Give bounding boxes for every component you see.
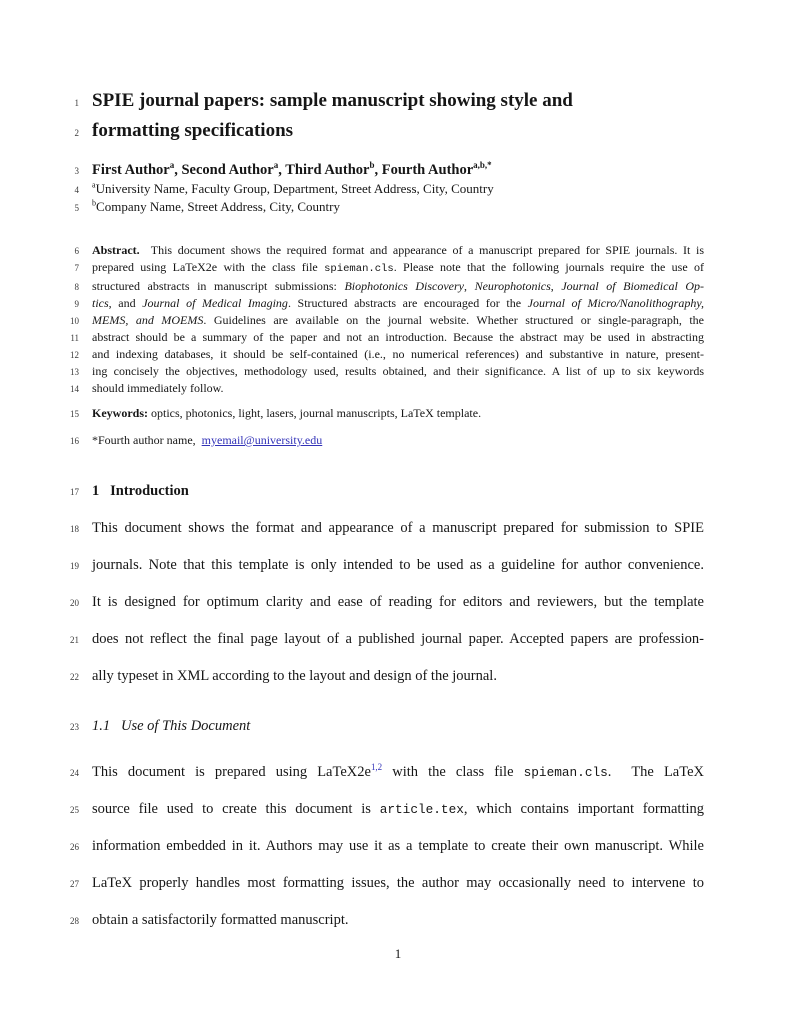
text-segment: abstract should be a summary of the paper and not an introduction. Because the abstract may be used in abstracting <box>92 330 704 344</box>
line-content <box>92 242 704 259</box>
line-content <box>92 86 704 116</box>
doc-line <box>60 716 794 736</box>
line-number: 28 <box>70 916 79 926</box>
line-content <box>92 828 704 865</box>
text-segment: and indexing databases, it should be self-contained (i.e., no numerical references) and substantive in nature, present- <box>92 347 704 361</box>
line-content <box>92 329 704 346</box>
doc-line <box>60 621 794 658</box>
line-number: 23 <box>70 722 79 732</box>
line-content <box>92 346 704 363</box>
text-segment: ally typeset in XML according to the layout and design of the journal. <box>92 668 497 684</box>
text-segment: , <box>464 279 475 293</box>
line-content <box>92 312 704 329</box>
line-content <box>92 405 704 422</box>
line-content <box>92 116 704 146</box>
line-content <box>92 259 704 278</box>
text-segment: article.tex <box>379 802 464 817</box>
doc-line <box>60 259 794 278</box>
line-number: 16 <box>70 436 79 446</box>
text-segment: Second Author <box>181 162 274 178</box>
text-segment: with the class file <box>382 764 524 780</box>
text-segment: a <box>169 160 175 171</box>
text-segment: Neurophotonics <box>474 279 551 293</box>
line-number: 9 <box>74 299 79 309</box>
abstract <box>60 242 794 397</box>
text-segment: journals. Note that this template is only intended to be used as a guideline for author convenience. <box>92 557 704 573</box>
text-segment: . The LaTeX <box>607 764 704 780</box>
doc-line <box>60 481 794 501</box>
text-segment: , <box>550 279 562 293</box>
line-number: 18 <box>70 524 79 534</box>
doc-line <box>60 116 794 146</box>
text-segment: *Fourth author name, <box>92 433 202 447</box>
line-number: 7 <box>74 263 79 273</box>
text-segment: does not reflect the final page layout of a published journal paper. Accepted papers are profession- <box>92 631 704 647</box>
text-segment: Journal of Biomedical Op- <box>561 279 705 293</box>
line-number: 22 <box>70 672 79 682</box>
line-number: 2 <box>74 128 79 138</box>
doc-line <box>60 346 794 363</box>
doc-line <box>60 510 794 547</box>
section-heading-introduction <box>60 481 794 501</box>
line-content <box>92 584 704 621</box>
text-segment: This document shows the format and appearance of a manuscript prepared for submission to SPIE <box>92 520 704 536</box>
doc-line <box>60 198 794 216</box>
text-segment: tics <box>92 296 109 310</box>
text-segment: University Name, Faculty Group, Department, Street Address, City, Country <box>95 181 494 196</box>
line-number: 24 <box>70 768 79 778</box>
line-number: 25 <box>70 805 79 815</box>
line-content <box>92 295 704 312</box>
line-number: 12 <box>70 350 79 360</box>
line-number: 3 <box>74 166 79 176</box>
text-segment: 1.1 Use of This Document <box>92 718 251 734</box>
keywords <box>60 405 794 422</box>
text-segment: This document is prepared using LaTeX2e <box>92 764 371 780</box>
text-segment: 1 Introduction <box>92 483 189 499</box>
text-segment: a <box>273 160 279 171</box>
text-segment: . Guidelines are available on the journal website. Whether structured or single-paragraph, the <box>203 313 704 327</box>
text-segment: Biophotonics Discovery <box>344 279 464 293</box>
line-number: 4 <box>74 185 79 195</box>
line-number: 27 <box>70 879 79 889</box>
text-segment: a <box>92 180 96 190</box>
text-segment: Third Author <box>285 162 370 178</box>
citation-link[interactable]: 1,2 <box>370 762 383 773</box>
line-number: 21 <box>70 635 79 645</box>
text-segment: , <box>374 162 382 178</box>
doc-line <box>60 547 794 584</box>
text-segment: Journal of Micro/Nanolithography, <box>527 296 705 310</box>
doc-line <box>60 902 794 939</box>
doc-line <box>60 363 794 380</box>
doc-line <box>60 658 794 695</box>
line-number: 8 <box>74 282 79 292</box>
paper-title <box>60 86 794 146</box>
doc-line <box>60 754 794 791</box>
text-segment: spieman.cls <box>523 765 608 780</box>
line-content <box>92 865 704 902</box>
author-contact <box>60 432 794 449</box>
document-body <box>60 86 794 939</box>
doc-line <box>60 242 794 259</box>
line-number: 6 <box>74 246 79 256</box>
doc-line <box>60 791 794 828</box>
line-number: 20 <box>70 598 79 608</box>
text-segment: , <box>174 162 182 178</box>
line-number: 15 <box>70 409 79 419</box>
affiliations <box>60 180 794 216</box>
doc-line <box>60 161 794 180</box>
doc-line <box>60 865 794 902</box>
text-segment: SPIE journal papers: sample manuscript showing style and <box>92 90 573 111</box>
text-segment: , <box>278 162 286 178</box>
text-segment: Fourth Author <box>381 162 474 178</box>
text-segment: Keywords: <box>92 406 148 420</box>
text-segment: First Author <box>92 162 170 178</box>
line-content <box>92 754 704 791</box>
line-number: 11 <box>70 333 79 343</box>
text-segment: This document shows the required format and appearance of a manuscript prepared for SPIE journals. It is <box>139 243 704 257</box>
line-content <box>92 481 704 501</box>
doc-line <box>60 828 794 865</box>
text-segment: It is designed for optimum clarity and ease of reading for editors and reviewers, but the template <box>92 594 704 610</box>
text-segment: should immediately follow. <box>92 381 224 395</box>
doc-line <box>60 180 794 198</box>
line-content <box>92 510 704 547</box>
line-content <box>92 363 704 380</box>
line-number: 17 <box>70 487 79 497</box>
doc-line <box>60 380 794 397</box>
text-segment: spieman.cls <box>324 263 394 275</box>
doc-line <box>60 405 794 422</box>
text-segment: formatting specifications <box>92 120 294 141</box>
text-segment: b <box>92 198 97 208</box>
line-number: 10 <box>70 316 79 326</box>
text-segment: source file used to create this document is <box>92 801 380 817</box>
line-number: 5 <box>74 203 79 213</box>
text-segment: b <box>369 160 375 171</box>
line-content <box>92 902 704 939</box>
line-number: 26 <box>70 842 79 852</box>
line-content <box>92 716 704 736</box>
line-content <box>92 380 704 397</box>
line-content <box>92 621 704 658</box>
doc-line <box>60 584 794 621</box>
text-segment: , and <box>108 296 143 310</box>
page-number: 1 <box>394 946 402 961</box>
text-segment: . Please note that the following journals require the use of <box>393 260 704 274</box>
text-segment: Company Name, Street Address, City, Country <box>96 199 340 214</box>
line-number: 1 <box>74 98 79 108</box>
text-segment: Journal of Medical Imaging <box>142 296 288 310</box>
text-segment: ing concisely the objectives, methodology used, results obtained, and their significance. A list of up to six keywords <box>92 364 704 378</box>
line-number: 13 <box>70 367 79 377</box>
text-segment: optics, photonics, light, lasers, journal manuscripts, LaTeX template. <box>148 406 482 420</box>
text-segment: obtain a satisfactorily formatted manuscript. <box>92 912 349 928</box>
paragraph-introduction <box>60 510 794 695</box>
author-list <box>60 161 794 180</box>
doc-line <box>60 86 794 116</box>
text-segment: prepared using LaTeX2e with the class file <box>92 260 325 274</box>
doc-line <box>60 295 794 312</box>
text-segment: information embedded in it. Authors may use it as a template to create their own manuscript. While <box>92 838 704 854</box>
doc-line <box>60 312 794 329</box>
text-segment: structured abstracts in manuscript submissions: <box>92 279 345 293</box>
text-segment: , which contains important formatting <box>463 801 704 817</box>
paragraph-use-of-this-document <box>60 754 794 939</box>
text-segment: LaTeX properly handles most formatting issues, the author may occasionally need to intervene to <box>92 875 704 891</box>
line-number: 19 <box>70 561 79 571</box>
text-segment: a,b,* <box>473 160 492 171</box>
line-content <box>92 432 704 449</box>
line-content <box>92 180 704 198</box>
doc-line <box>60 329 794 346</box>
text-segment: Abstract. <box>92 243 140 257</box>
line-content <box>92 161 704 180</box>
line-number: 14 <box>70 384 79 394</box>
doc-line <box>60 278 794 295</box>
subsection-heading-use-of-this-document <box>60 716 794 736</box>
text-segment: MEMS, and MOEMS <box>92 313 204 327</box>
doc-line <box>60 432 794 449</box>
line-content <box>92 547 704 584</box>
line-content <box>92 658 704 695</box>
email-link[interactable]: myemail@university.edu <box>201 433 323 447</box>
line-content <box>92 198 704 216</box>
text-segment: . Structured abstracts are encouraged for the <box>287 296 528 310</box>
line-content <box>92 791 704 828</box>
line-content <box>92 278 704 295</box>
